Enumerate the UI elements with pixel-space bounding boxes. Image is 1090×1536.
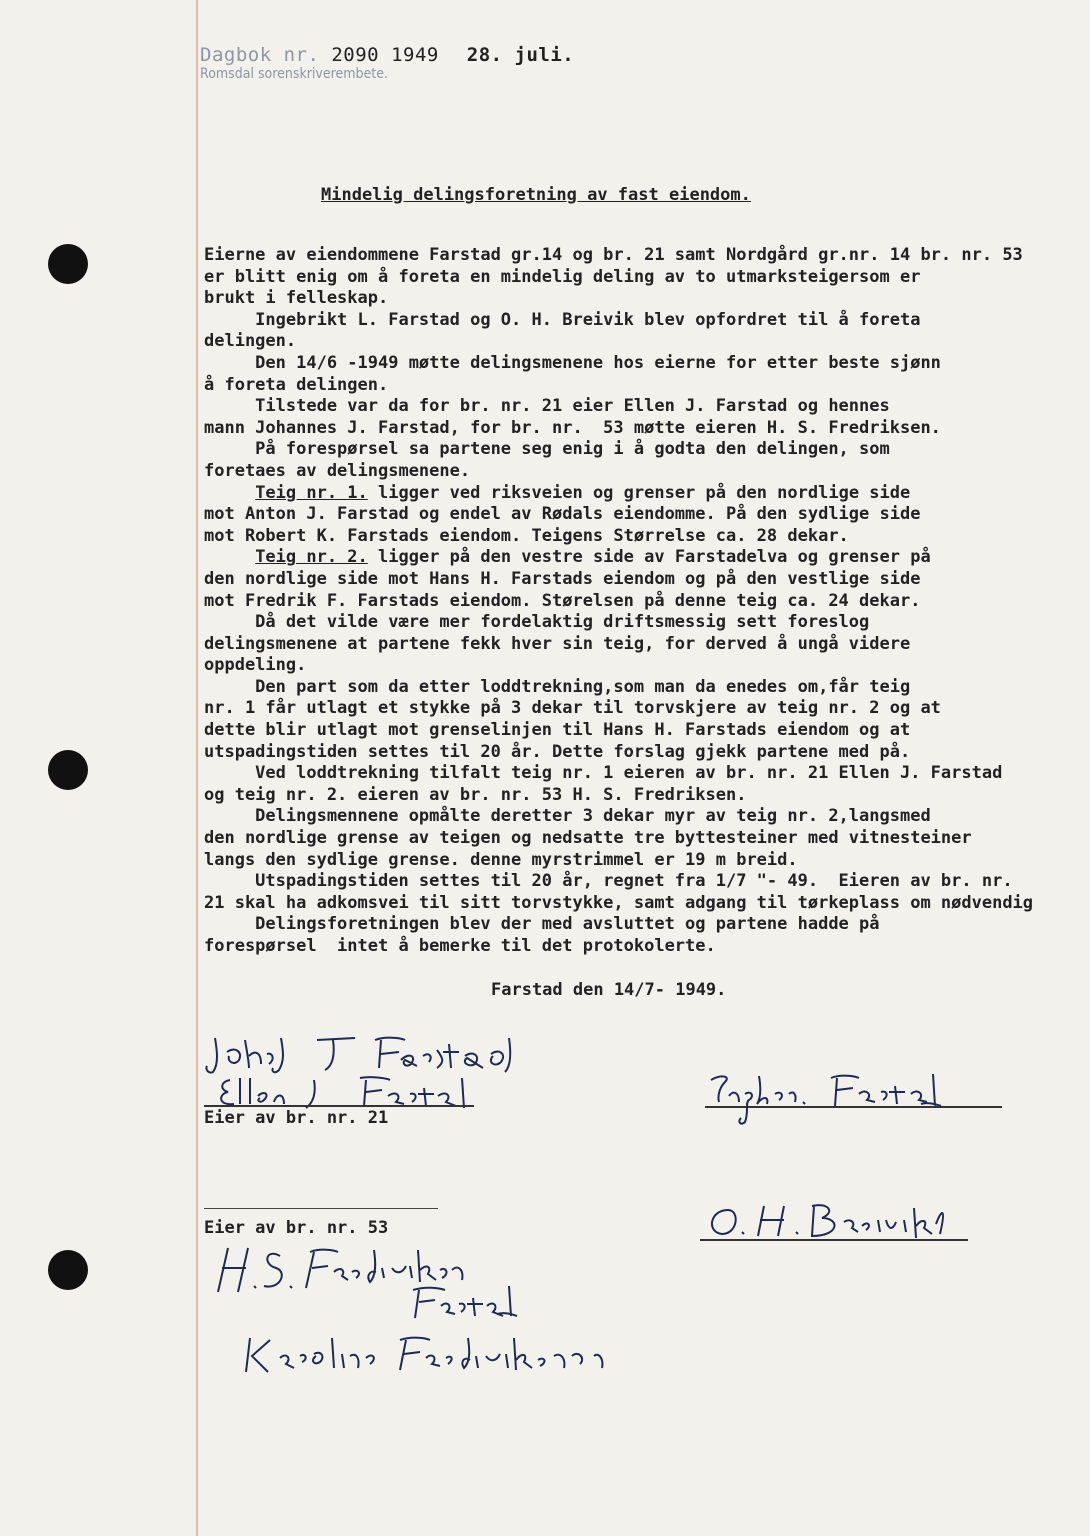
body-line: Då det vilde være mer fordelaktig driftsmessig sett foreslog [204,612,870,633]
body-line: Teig nr. 2. ligger på den vestre side av Farstadelva og grenser på [255,547,931,568]
stamp-number: 2090 [331,44,380,66]
body-line: Eierne av eiendommene Farstad gr.14 og br. 21 samt Nordgård gr.nr. 14 br. nr. 53 [204,245,1023,265]
body-line: nr. 1 får utlagt et stykke på 3 dekar til torvskjere av teig nr. 2 og at [204,698,941,719]
signature-line [705,1106,1002,1108]
signature-karoline-fredriksen [240,1332,610,1378]
body-line: den nordlige grense av teigen og nedsatte tre byttesteiner med vitnesteiner [204,828,972,849]
document-title: Mindelig delingsforetning av fast eiendom. [321,185,751,205]
body-line: delingsmenene at partene fekk hver sin teig, for derved å ungå videre [204,633,911,654]
body-line: Utspadingstiden settes til 20 år, regnet fra 1/7 "- 49. Eieren av br. nr. [204,871,1013,892]
body-line: og teig nr. 2. eieren av br. nr. 53 H. S. Fredriksen. [204,784,747,805]
body-line: På forespørsel sa partene seg enig i å godta den delingen, som [204,439,890,460]
body-line: Ved loddtrekning tilfalt teig nr. 1 eieren av br. nr. 21 Ellen J. Farstad [204,763,1003,784]
body-line: er blitt enig om å foreta en mindelig deling av to utmarksteigersom er [204,266,921,287]
body-line: Teig nr. 1. ligger ved riksveien og grenser på den nordlige side [255,482,911,503]
body-line: mot Fredrik F. Farstads eiendom. Størelsen på denne teig ca. 24 dekar. [204,590,921,611]
body-line: Tilstede var da for br. nr. 21 eier Ellen J. Farstad og hennes [204,396,890,417]
registry-stamp [200,44,574,66]
owner-53-label: Eier av br. nr. 53 [204,1218,389,1238]
body-line: mot Robert K. Farstads eiendom. Teigens Størrelse ca. 28 dekar. [204,525,849,546]
body-line: mann Johannes J. Farstad, for br. nr. 53 møtte eieren H. S. Fredriksen. [204,417,941,438]
body-line: dette blir utlagt mot grenselinjen til Hans H. Farstads eiendom og at [204,720,911,741]
teig-heading: Teig nr. 2. [255,547,368,568]
body-line: Den part som da etter loddtrekning,som man da enedes om,får teig [204,676,911,697]
body-line: delingen. [204,331,297,352]
stamp-registry-label: Dagbok nr. [200,44,320,66]
body-line: 21 skal ha adkomsvei til sitt torvstykke, samt adgang til tørkeplass om nødvendig [204,892,1034,913]
signature-line [204,1208,438,1209]
punch-hole [48,244,88,284]
signature-line [204,1105,474,1107]
document-body [204,245,1064,958]
body-line: mot Anton J. Farstad og endel av Rødals eiendomme. På den sydlige side [204,504,921,525]
punch-hole [48,750,88,790]
body-line: brukt i felleskap. [204,288,389,309]
signature-farstad [405,1282,545,1324]
teig-heading: Teig nr. 1. [255,482,368,503]
punch-hole [48,1250,88,1290]
stamp-office: Romsdal sorenskriverembete. [200,66,389,82]
body-line: Delingsmennene opmålte deretter 3 dekar myr av teig nr. 2,langsmed [204,806,931,827]
body-line: langs den sydlige grense. denne myrstrimmel er 19 m breid. [204,849,798,870]
stamp-date: 28. juli. [466,44,575,66]
signature-line [700,1239,968,1241]
body-line: forespørsel intet å bemerke til det protokolerte. [204,936,716,956]
body-line: oppdeling. [204,655,307,676]
body-line: den nordlige side mot Hans H. Farstads eiendom og på den vestlige side [204,568,921,589]
body-line: å foreta delingen. [204,374,389,395]
body-line: Ingebrikt L. Farstad og O. H. Breivik blev opfordret til å foreta [204,309,921,330]
owner-21-label: Eier av br. nr. 21 [204,1108,389,1128]
body-line: Delingsforetningen blev der med avsluttet og partene hadde på [204,914,880,935]
margin-rule [196,0,198,1536]
body-line: utspadingstiden settes til 20 år. Dette forslag gjekk partene med på. [204,741,911,762]
body-line: foretaes av delingsmenene. [204,460,471,481]
body-line: Den 14/6 -1949 møtte delingsmenene hos eierne for etter beste sjønn [204,352,941,373]
signature-ingebr-farstad [705,1068,975,1128]
stamp-year: 1949 [391,44,439,66]
place-date: Farstad den 14/7- 1949. [491,980,727,1000]
